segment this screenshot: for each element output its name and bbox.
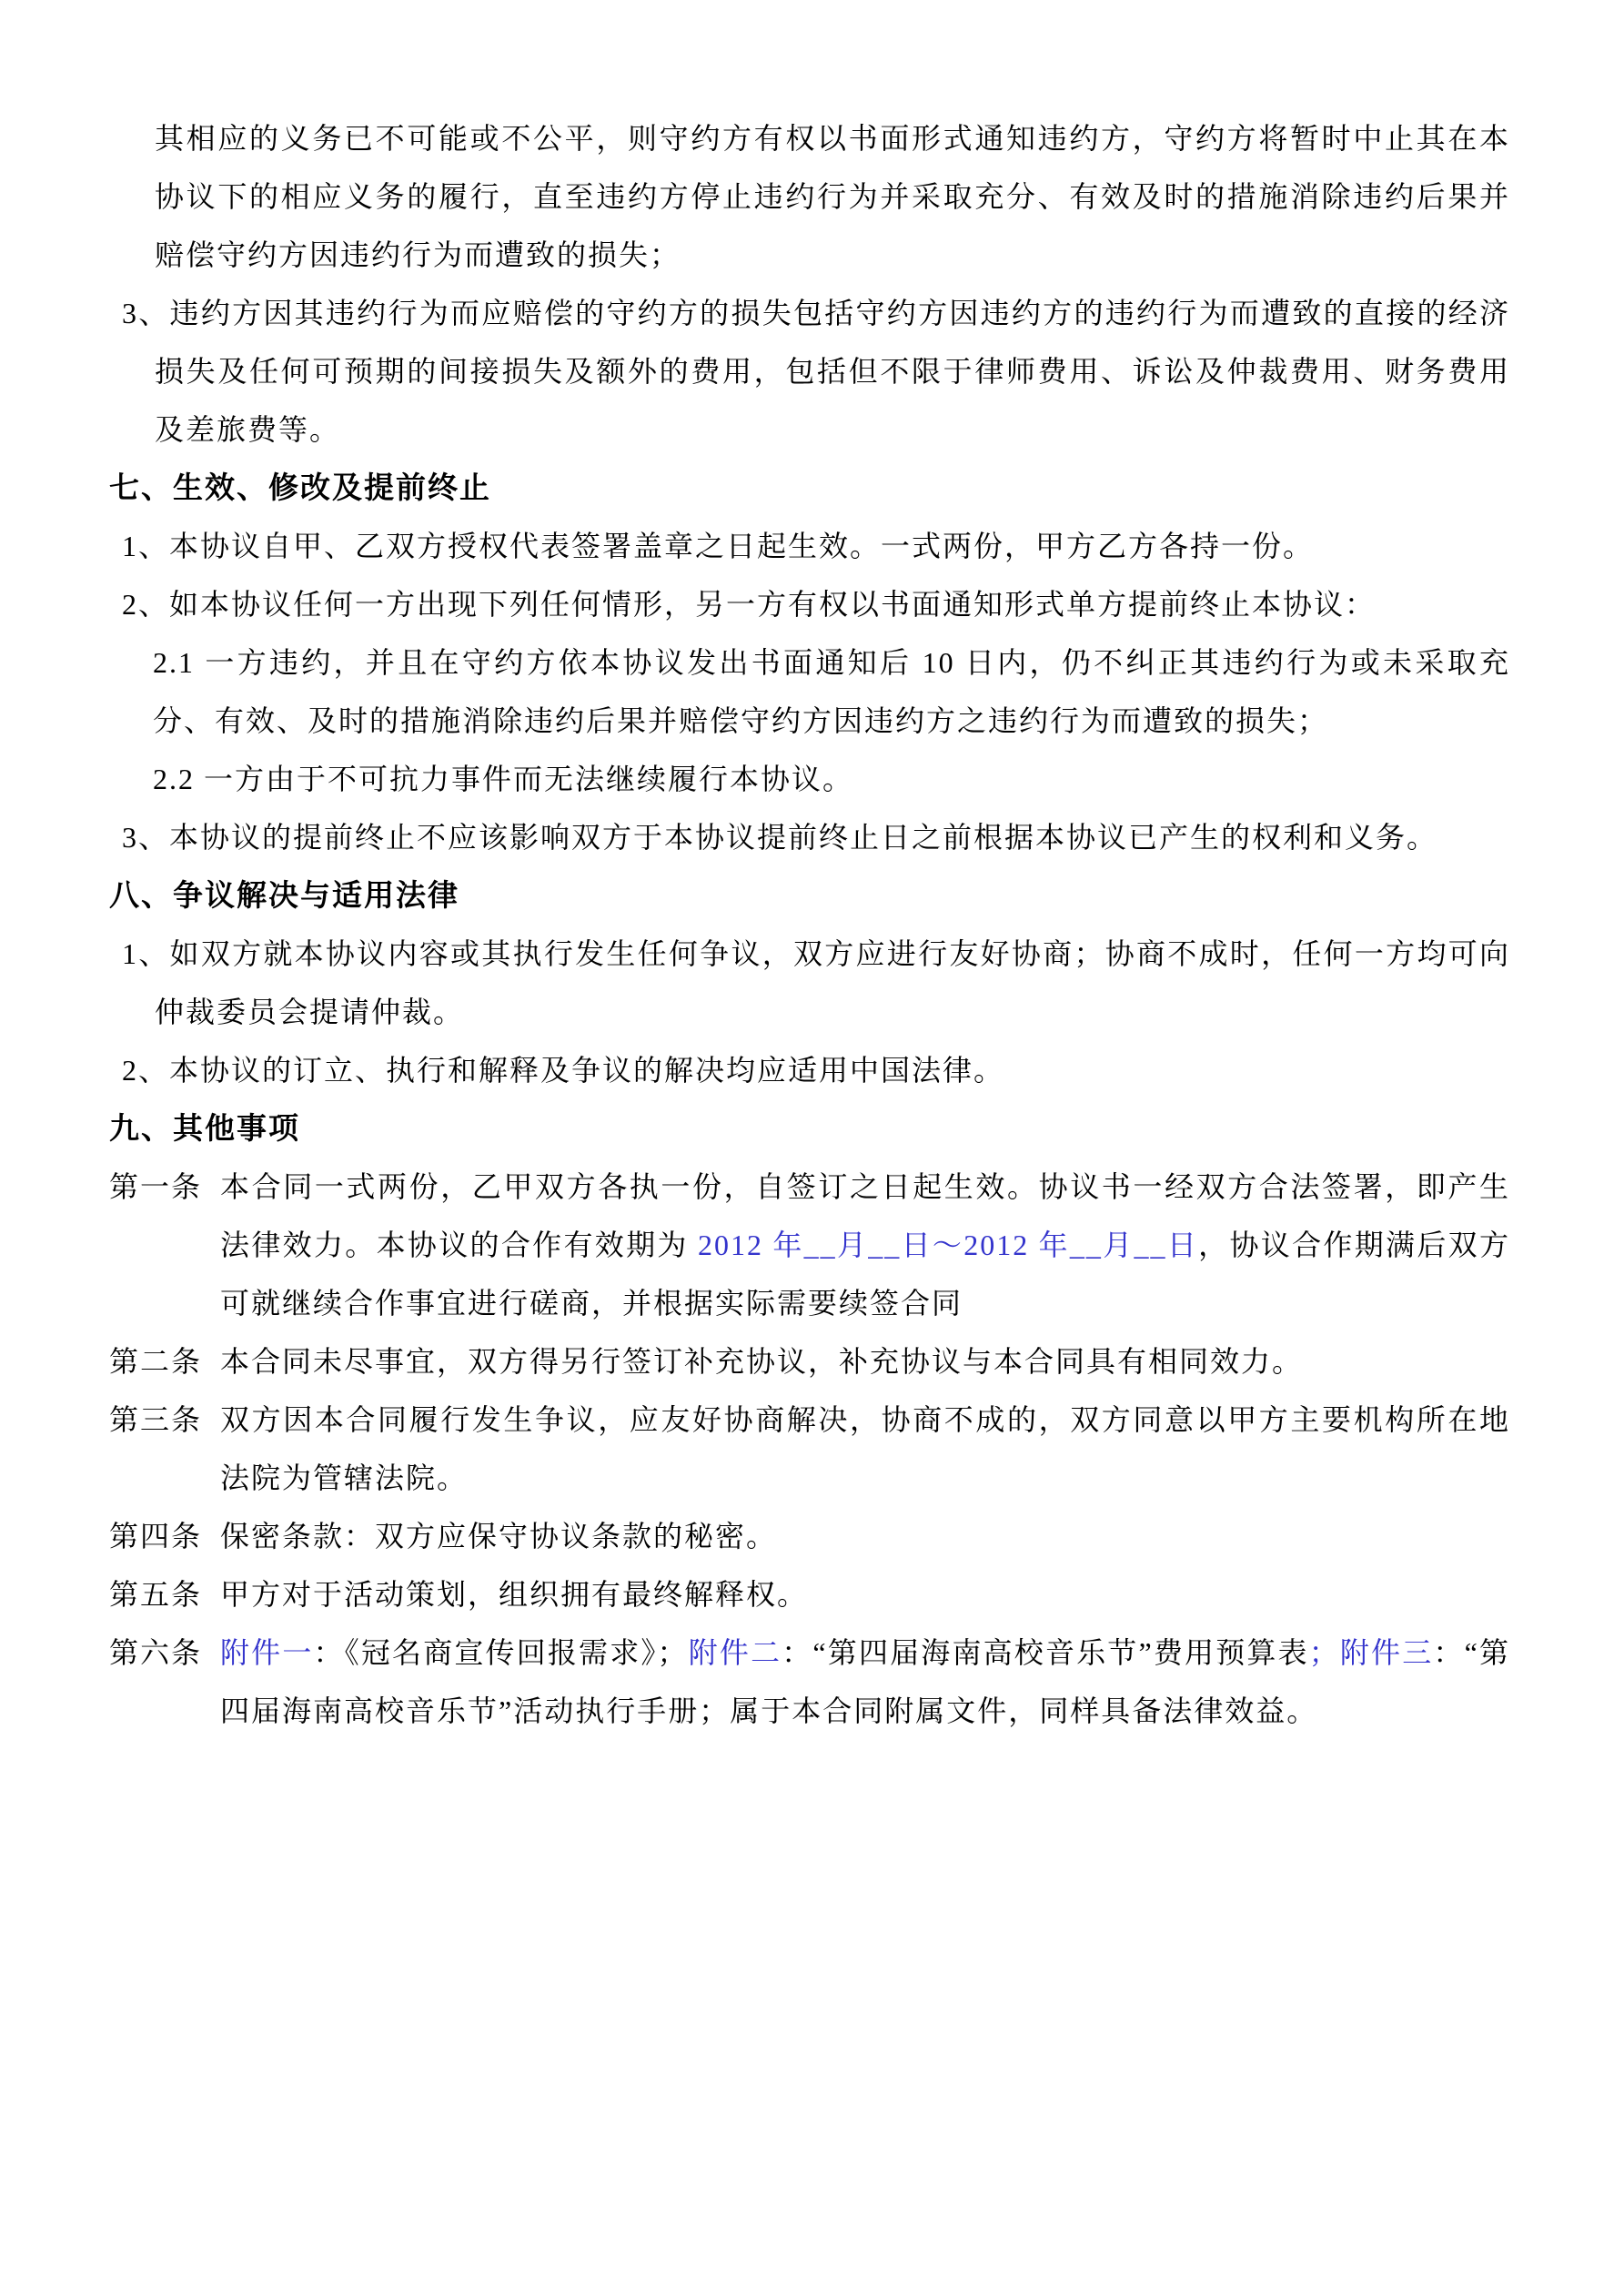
text-segment: 七、生效、修改及提前终止 xyxy=(109,470,491,504)
text-segment: 本合同一式两份，乙甲双方各执一份，自签订之日起生效。协议书一经双方合法签署，即产生法律效力。本协议的合作有效期为 xyxy=(220,1170,1510,1261)
item-8-1-dispute-resolution xyxy=(109,925,1510,1041)
item-7-1-effectiveness xyxy=(109,517,1510,575)
text-segment: 本合同未尽事宜，双方得另行签订补充协议，补充协议与本合同具有相同效力。 xyxy=(220,1345,1304,1378)
text-segment: ：“第四届海南高校音乐节”活动执行手册；属于本合同附属文件，同样具备法律效益。 xyxy=(220,1636,1510,1727)
text-segment: 3、违约方因其违约行为而应赔偿的守约方的损失包括守约方因违约方的违约行为而遭致的直接的经济损失及任何可预期的间接损失及额外的费用，包括但不限于律师费用、诉讼及仲裁费用、财务费用及差旅费等。 xyxy=(122,297,1510,446)
text-segment: 1、本协议自甲、乙双方授权代表签署盖章之日起生效。一式两份，甲方乙方各持一份。 xyxy=(122,530,1315,562)
text-segment: ：《冠名商宣传回报需求》； xyxy=(313,1636,689,1669)
text-segment: 1、如双方就本协议内容或其执行发生任何争议，双方应进行友好协商；协商不成时，任何一方均可向仲裁委员会提请仲裁。 xyxy=(122,937,1510,1028)
item-7-3-early-termination xyxy=(109,808,1510,866)
item-8-2-governing-law xyxy=(109,1041,1510,1099)
text-segment: ：“第四届海南高校音乐节”费用预算表 xyxy=(782,1636,1309,1669)
item-7-2-2-force-majeure xyxy=(109,750,1510,808)
attachment-link-1[interactable]: 附件一 xyxy=(220,1636,314,1669)
clause-6 xyxy=(109,1623,1510,1740)
clause-5 xyxy=(109,1565,1510,1623)
text-segment: 2、本协议的订立、执行和解释及争议的解决均应适用中国法律。 xyxy=(122,1054,1005,1087)
clause-2 xyxy=(109,1332,1510,1391)
section-7-heading xyxy=(109,459,1510,517)
section-9-heading xyxy=(109,1099,1510,1158)
text-segment: 2.2 一方由于不可抗力事件而无法继续履行本协议。 xyxy=(153,763,854,795)
blue-semicolon: ； xyxy=(1308,1636,1340,1669)
item-7-2-termination-conditions xyxy=(109,575,1510,633)
clause-text xyxy=(220,1623,1510,1740)
clause-1 xyxy=(109,1158,1510,1332)
section-8-heading xyxy=(109,866,1510,925)
item-6-3-damages xyxy=(109,284,1510,459)
text-segment: 保密条款：双方应保守协议条款的秘密。 xyxy=(220,1520,778,1553)
text-segment: 2.1 一方违约，并且在守约方依本协议发出书面通知后 10 日内，仍不纠正其违约行为或未采取充分、有效、及时的措施消除违约后果并赔偿守约方因违约方之违约行为而遭致的损失； xyxy=(153,646,1510,737)
clause-3 xyxy=(109,1391,1510,1507)
clause-label: 第三条 xyxy=(109,1403,203,1436)
text-segment: 3、本协议的提前终止不应该影响双方于本协议提前终止日之前根据本协议已产生的权利和义务。 xyxy=(122,821,1438,854)
clause-label: 第五条 xyxy=(109,1578,203,1611)
clause-label: 第一条 xyxy=(109,1170,203,1203)
clause-label: 第六条 xyxy=(109,1636,203,1669)
paragraph-breach-remedy-continuation xyxy=(109,109,1510,284)
attachment-link-3[interactable]: 附件三 xyxy=(1339,1636,1434,1669)
validity-period-dates: 2012 年__月__日～2012 年__月__日 xyxy=(698,1229,1199,1261)
attachment-link-2[interactable]: 附件二 xyxy=(688,1636,782,1669)
text-segment: 九、其他事项 xyxy=(109,1111,300,1145)
clause-text xyxy=(220,1507,1510,1565)
text-segment: 甲方对于活动策划，组织拥有最终解释权。 xyxy=(220,1578,809,1611)
clause-label: 第二条 xyxy=(109,1345,203,1378)
clause-text xyxy=(220,1332,1510,1391)
text-segment: 其相应的义务已不可能或不公平，则守约方有权以书面形式通知违约方，守约方将暂时中止其在本协议下的相应义务的履行，直至违约方停止违约行为并采取充分、有效及时的措施消除违约后果并赔偿守约方因违约行为而遭致的损失； xyxy=(155,122,1510,271)
clause-4 xyxy=(109,1507,1510,1565)
text-segment: 双方因本合同履行发生争议，应友好协商解决，协商不成的，双方同意以甲方主要机构所在地法院为管辖法院。 xyxy=(220,1403,1510,1494)
clause-label: 第四条 xyxy=(109,1520,203,1553)
text-segment: ，协议合作期满后双方可就继续合作事宜进行磋商，并根据实际需要续签合同 xyxy=(220,1229,1510,1320)
item-7-2-1-breach xyxy=(109,633,1510,750)
text-segment: 八、争议解决与适用法律 xyxy=(109,878,459,912)
text-segment: 2、如本协议任何一方出现下列任何情形，另一方有权以书面通知形式单方提前终止本协议： xyxy=(122,588,1377,621)
clause-text xyxy=(220,1565,1510,1623)
clause-text xyxy=(220,1391,1510,1507)
clause-text xyxy=(220,1158,1510,1332)
